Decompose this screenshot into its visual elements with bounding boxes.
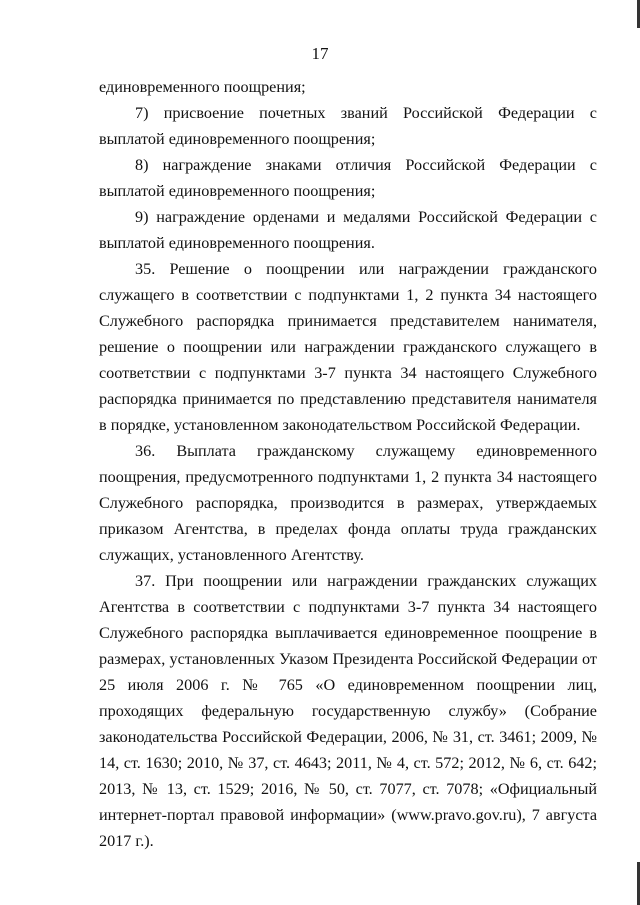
page-number: 17: [311, 44, 329, 63]
paragraph-continuation: единовременного поощрения;: [99, 78, 306, 96]
paragraph-36: 36. Выплата гражданскому служащему единовременного поощрения, предусмотренного подпунктами 1, 2 пункта 34 настоящего Служебного распорядка, производится в размерах, утверждаемых приказом Агентства, в пределах фонда оплаты труда гражданских служащих, установленного Агентству.: [99, 442, 597, 564]
paragraph-item-8: 8) награждение знаками отличия Российской Федерации с выплатой единовременного поощрения;: [99, 156, 597, 200]
paragraph-37: 37. При поощрении или награждении гражданских служащих Агентства в соответствии с подпунктами 3-7 пункта 34 настоящего Служебного распорядка выплачивается единовременное поощрение в размерах, установленных Указом Президента Российской Федерации от 25 июля 2006 г. № 765 «О единовременном поощрении лиц, проходящих федеральную государственную службу» (Собрание законодательства Российской Федерации, 2006, № 31, ст. 3461; 2009, № 14, ст. 1630; 2010, № 37, ст. 4643; 2011, № 4, ст. 572; 2012, № 6, ст. 642; 2013, № 13, ст. 1529; 2016, № 50, ст. 7077, ст. 7078; «Официальный интернет-портал правовой информации» (www.pravo.gov.ru), 7 августа 2017 г.).: [99, 572, 597, 850]
paragraph-item-9: 9) награждение орденами и медалями Российской Федерации с выплатой единовременного поощрения.: [99, 208, 597, 252]
paragraph-35: 35. Решение о поощрении или награждении гражданского служащего в соответствии с подпунктами 1, 2 пункта 34 настоящего Служебного распорядка принимается представителем нанимателя, решение о поощрении или награждении гражданского служащего в соответствии с подпунктами 3-7 пункта 34 настоящего Служебного распорядка принимается по представлению представителя нанимателя в порядке, установленном законодательством Российской Федерации.: [99, 260, 597, 434]
document-body: [99, 74, 597, 854]
paragraph-item-7: 7) присвоение почетных званий Российской Федерации с выплатой единовременного поощрения;: [99, 104, 597, 148]
